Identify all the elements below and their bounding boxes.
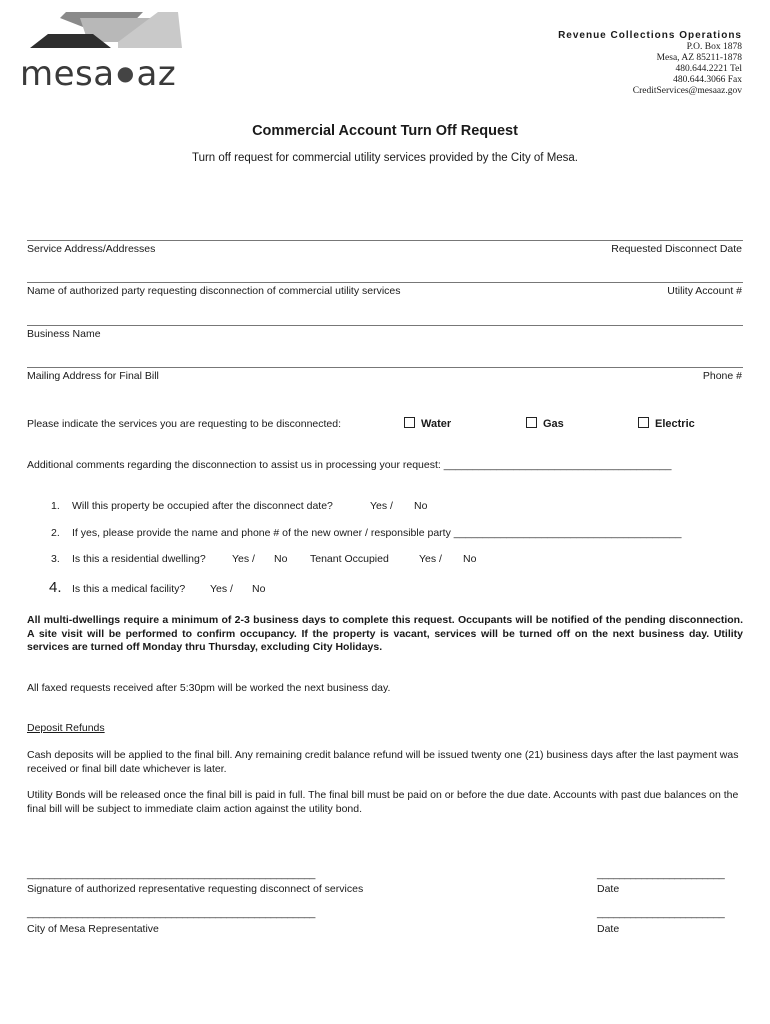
question-1: Will this property be occupied after the disconnect date? — [72, 500, 333, 512]
question-3: Is this a residential dwelling? — [72, 553, 206, 565]
mailing-address-label: Mailing Address for Final Bill — [27, 370, 159, 382]
authorized-party-label: Name of authorized party requesting disconnection of commercial utility services — [27, 285, 401, 297]
authorized-party-line[interactable] — [27, 282, 743, 283]
phone-tel: 480.644.2221 Tel — [675, 64, 742, 74]
date-line[interactable]: _______________________ — [597, 868, 725, 880]
tenant-no-option[interactable]: No — [463, 553, 477, 565]
address-line: P.O. Box 1878 — [686, 42, 742, 52]
form-subtitle: Turn off request for commercial utility services provided by the City of Mesa. — [191, 152, 579, 164]
electric-label: Electric — [655, 418, 695, 430]
utility-account-label: Utility Account # — [667, 285, 742, 297]
city-rep-date-label: Date — [597, 923, 620, 935]
checkbox-icon — [638, 417, 649, 428]
q3-no-option[interactable]: No — [274, 553, 288, 565]
city-rep-label: City of Mesa Representative — [27, 923, 159, 935]
mesa-logo-text: mesa ●az — [20, 54, 177, 94]
disconnect-date-label: Requested Disconnect Date — [611, 243, 742, 255]
question-2-field[interactable]: If yes, please provide the name and phone # of the new owner / responsible party _______________________________________ — [72, 527, 682, 539]
question-number: 3. — [51, 553, 60, 565]
question-4: Is this a medical facility? — [72, 583, 186, 595]
city-rep-date-line[interactable]: _______________________ — [597, 907, 725, 919]
deposit-refunds-heading: Deposit Refunds — [27, 722, 105, 734]
city-rep-signature-line[interactable]: ____________________________________________________ — [27, 907, 316, 919]
tenant-occupied-label: Tenant Occupied — [310, 553, 389, 565]
multi-dwelling-notice: All multi-dwellings require a minimum of 2-3 business days to complete this request. Occupants will be notified of the pending disconnection. A site visit will be performed to confirm occupancy. If the property is vacant, services will be turned off on the next business day. Utility services are turned off Monday thru Thursday, excluding City Holidays. — [27, 614, 743, 653]
mailing-address-line[interactable] — [27, 367, 743, 368]
service-address-line[interactable] — [27, 240, 743, 241]
utility-bonds-text: Utility Bonds will be released once the final bill is paid in full. The final bill must be paid on or before the due date. Accounts with past due balances on the final bill will be subject to immediate claim action against the utility bond. — [27, 789, 739, 815]
water-checkbox[interactable] — [404, 417, 451, 430]
address-line: Mesa, AZ 85211-1878 — [656, 53, 742, 63]
additional-comments-field[interactable]: Additional comments regarding the disconnection to assist us in processing your request: _______________________________________ — [27, 459, 672, 471]
fax-note: All faxed requests received after 5:30pm will be worked the next business day. — [27, 682, 391, 694]
question-number: 2. — [51, 527, 60, 539]
email: CreditServices@mesaaz.gov — [632, 86, 742, 96]
gas-label: Gas — [543, 418, 564, 430]
q3-yes-option[interactable]: Yes / — [232, 553, 255, 565]
phone-fax: 480.644.3066 Fax — [673, 75, 742, 85]
gas-checkbox[interactable] — [526, 417, 564, 430]
checkbox-icon — [526, 417, 537, 428]
form-title: Commercial Account Turn Off Request — [252, 123, 518, 139]
signature-line[interactable]: ____________________________________________________ — [27, 868, 316, 880]
q1-no-option[interactable]: No — [414, 500, 428, 512]
business-name-line[interactable] — [27, 325, 743, 326]
q1-yes-option[interactable]: Yes / — [370, 500, 393, 512]
question-number: 4. — [49, 579, 62, 596]
business-name-label: Business Name — [27, 328, 101, 340]
water-label: Water — [421, 418, 452, 430]
org-name: Revenue Collections Operations — [558, 30, 742, 41]
checkbox-icon — [404, 417, 415, 428]
tenant-yes-option[interactable]: Yes / — [419, 553, 442, 565]
electric-checkbox[interactable] — [638, 417, 695, 430]
service-address-label: Service Address/Addresses — [27, 243, 156, 255]
signature-label: Signature of authorized representative requesting disconnect of services — [27, 883, 364, 895]
question-number: 1. — [51, 500, 60, 512]
contact-address — [558, 30, 742, 97]
cash-deposits-text: Cash deposits will be applied to the final bill. Any remaining credit balance refund will be issued twenty one (21) business days after the last payment was received or final bill date whichever is later. — [27, 749, 739, 775]
q4-no-option[interactable]: No — [252, 583, 266, 595]
date-label: Date — [597, 883, 620, 895]
phone-label: Phone # — [702, 370, 742, 382]
services-prompt: Please indicate the services you are requesting to be disconnected: — [27, 418, 342, 430]
q4-yes-option[interactable]: Yes / — [210, 583, 233, 595]
